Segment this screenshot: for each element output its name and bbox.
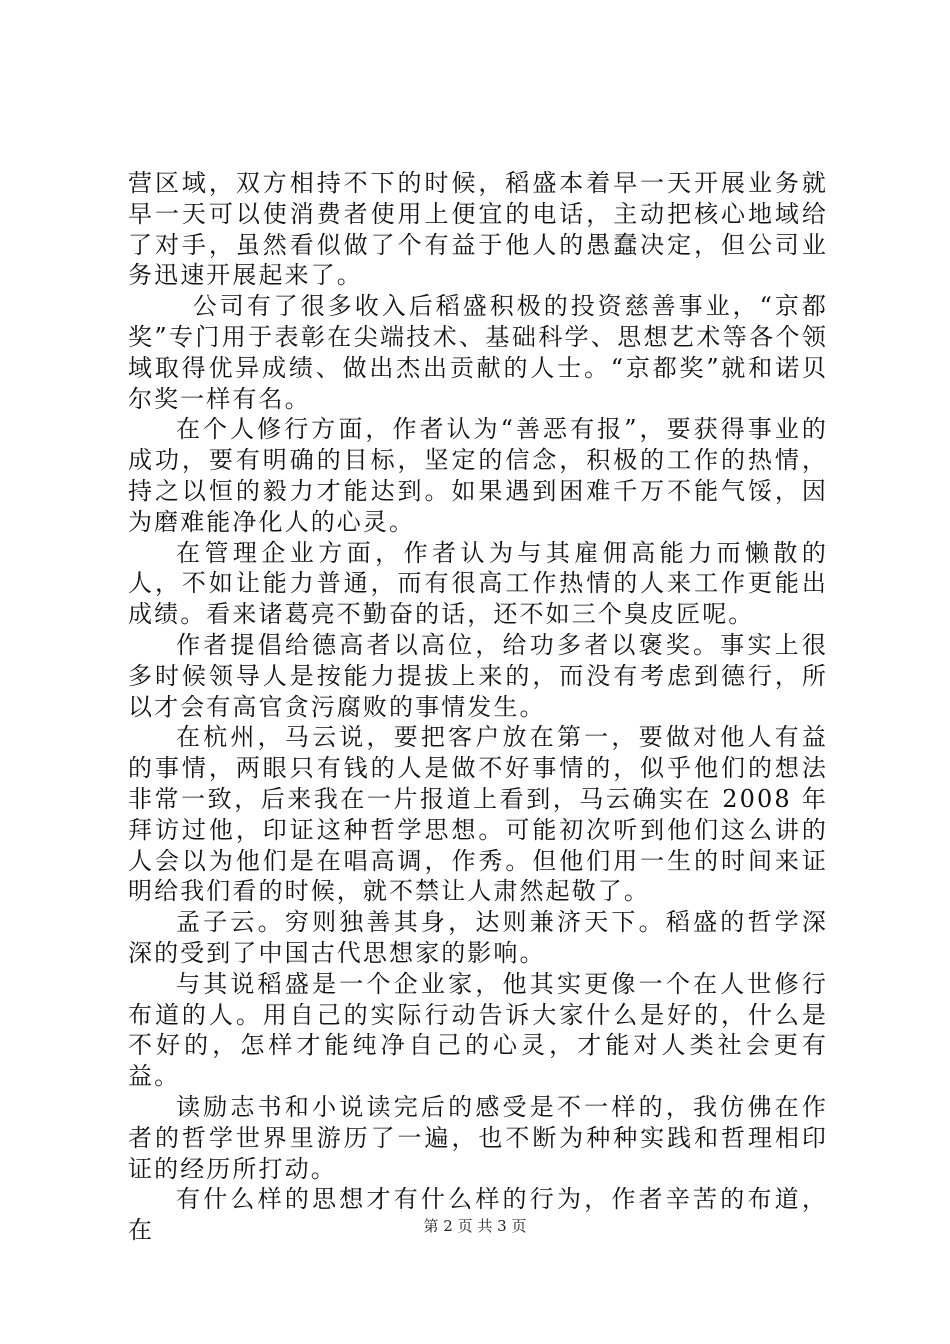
paragraph-8: 与其说稻盛是一个企业家，他其实更像一个在人世修行布道的人。用自己的实际行动告诉大家什么是好的，什么是不好的，怎样才能纯净自己的心灵，才能对人类社会更有益。 [128,969,828,1091]
paragraph-2: 公司有了很多收入后稻盛积极的投资慈善事业，“京都奖”专门用于表彰在尖端技术、基础科学、思想艺术等各个领域取得优异成绩、做出杰出贡献的人士。“京都奖”就和诺贝尔奖一样有名。 [128,292,828,413]
paragraph-6: 在杭州，马云说，要把客户放在第一，要做对他人有益的事情，两眼只有钱的人是做不好事情的，似乎他们的想法非常一致，后来我在一片报道上看到，马云确实在 2008 年拜访过他，印证这种哲学思想。可能初次听到他们这么讲的人会以为他们是在唱高调，作秀。但他们用一生的时间来证明给我们看的时候，就不禁让人肃然起敬了。 [128,723,828,906]
page-footer: 第 2 页 共 3 页 [423,1217,527,1235]
paragraph-7: 孟子云。穷则独善其身，达则兼济天下。稻盛的哲学深深的受到了中国古代思想家的影响。 [128,908,828,967]
paragraph-5: 作者提倡给德高者以高位，给功多者以褒奖。事实上很多时候领导人是按能力提拔上来的，而没有考虑到德行，所以才会有高官贪污腐败的事情发生。 [128,630,828,721]
paragraph-10: 有什么样的思想才有什么样的行为，作者辛苦的布道，在 [128,1185,828,1245]
document-body [128,168,828,1246]
paragraph-3: 在个人修行方面，作者认为“善恶有报”，要获得事业的成功，要有明确的目标，坚定的信念，积极的工作的热情，持之以恒的毅力才能达到。如果遇到困难千万不能气馁，因为磨难能净化人的心灵。 [128,415,828,536]
paragraph-4: 在管理企业方面，作者认为与其雇佣高能力而懒散的人，不如让能力普通，而有很高工作热情的人来工作更能出成绩。看来诸葛亮不勤奋的话，还不如三个臭皮匠呢。 [128,538,828,629]
paragraph-9: 读励志书和小说读完后的感受是不一样的，我仿佛在作者的哲学世界里游历了一遍，也不断为种种实践和哲理相印证的经历所打动。 [128,1092,828,1183]
paragraph-1: 营区域，双方相持不下的时候，稻盛本着早一天开展业务就早一天可以使消费者使用上便宜的电话，主动把核心地域给了对手，虽然看似做了个有益于他人的愚蠢决定，但公司业务迅速开展起来了。 [128,169,828,290]
